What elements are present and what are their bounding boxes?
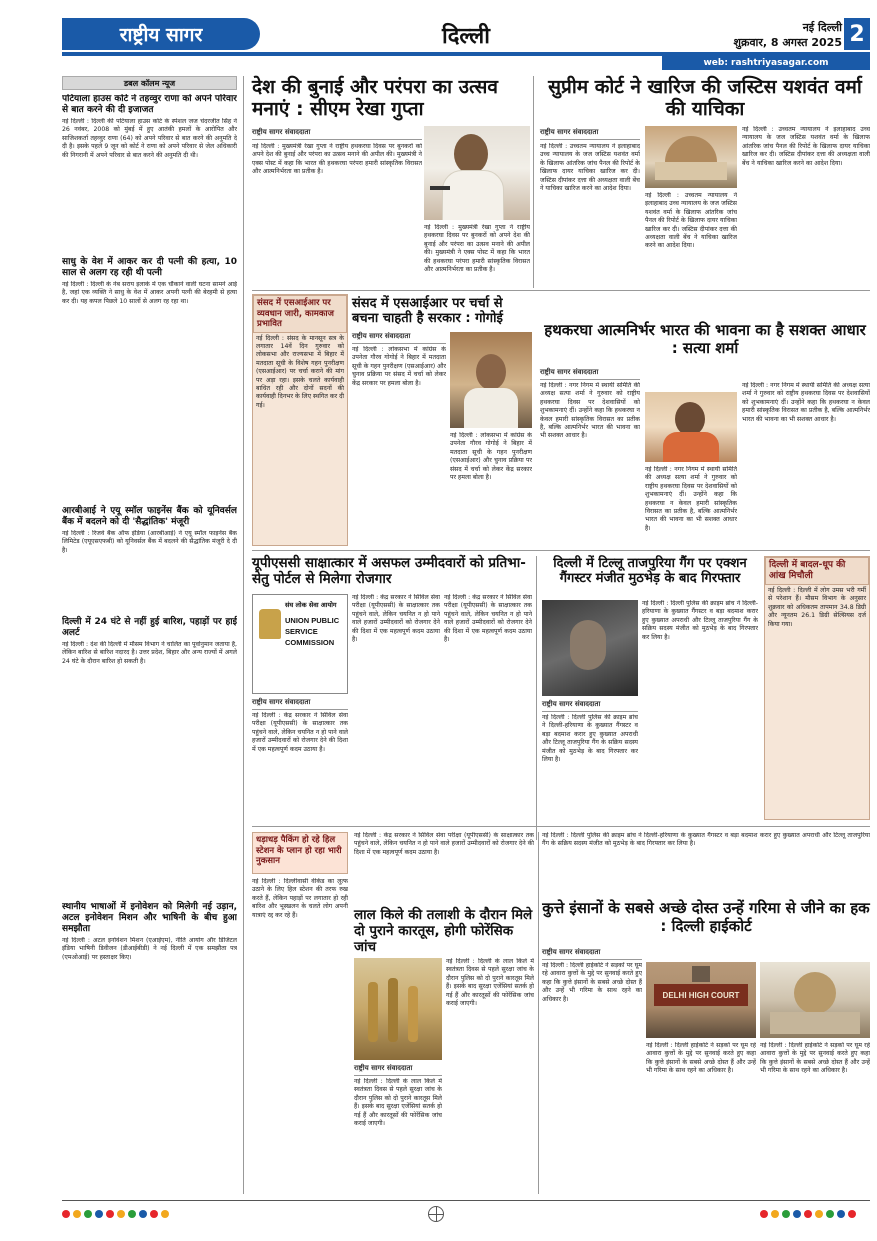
court-building-photo (760, 962, 870, 1038)
footer-rule (62, 1200, 870, 1201)
story-body: नई दिल्ली : दिल्ली के नेब सराय इलाके में एक चौंकाने वाली घटना सामने आई है, जहां एक व्यक्ति ने साधु के वेश में आकर अपनी पत्नी की बेरहमी से हत्या कर दी। यह कपल पिछले 10 सालों से अलग रह रहा था। (62, 281, 237, 305)
color-dot (782, 1210, 790, 1218)
story-body-continued: नई दिल्ली : दिल्ली के लाल किले में स्वतंत्रता दिवस से पहले सुरक्षा जांच के दौरान पुलिस को दो पुराने कारतूस मिले हैं। इसके बाद सुरक्षा एजेंसियां सतर्क हो गई हैं और कारतूसों की फोरेंसिक जांच कराई जाएगी। (446, 958, 534, 1008)
story-credit: राष्ट्रीय सागर संवाददाता (540, 128, 640, 140)
story-body-continued: नई दिल्ली : दिल्ली हाईकोर्ट ने सड़कों पर घूम रहे आवारा कुत्तों के मुद्दे पर सुनवाई करते हुए कहा कि कुत्ते इंसानों के सबसे अच्छे दोस्त हैं और उन्हें भी गरिमा के साथ रहने का अधिकार है। (760, 1042, 870, 1075)
edition-info (702, 20, 842, 50)
gogoi-photo (450, 332, 532, 428)
satya-photo (645, 392, 737, 462)
story-headline[interactable]: धड़ाधड़ पैकिंग हो रहे हिल स्टेशन के प्लान हो रहा भारी नुकसान (252, 832, 348, 874)
color-dot (95, 1210, 103, 1218)
story-credit: राष्ट्रीय सागर संवाददाता (252, 698, 348, 710)
story-body-continued: नई दिल्ली : उच्चतम न्यायालय ने इलाहाबाद उच्च न्यायालय के जज जस्टिस यशवंत वर्मा के खिलाफ आंतरिक जांच पैनल की रिपोर्ट के खिलाफ दायर याचिका खारिज कर दी। जस्टिस दीपांकर दत्ता की अध्यक्षता वाली बेंच ने याचिका खारिज करने का आदेश दिया। (742, 126, 870, 167)
color-dot (73, 1210, 81, 1218)
high-court-photo (646, 962, 756, 1038)
story-body-continued: नई दिल्ली : मुख्यमंत्री रेखा गुप्ता ने राष्ट्रीय हथकरघा दिवस पर बुनकरों को अपने देश की बुनाई और परंपरा का उत्सव मनाने की अपील की। मुख्यमंत्री ने एक्स पोस्ट में कहा कि भारत की हथकरघा परंपरा हमारी सांस्कृतिक विरासत और आत्मनिर्भरता का प्रतीक है। (424, 224, 530, 274)
story-headline[interactable]: कुत्ते इंसानों के सबसे अच्छे दोस्त उन्हें गरिमा से जीने का हक : दिल्ली हाईकोर्ट (542, 899, 870, 935)
supreme-court-photo (645, 126, 737, 188)
color-dot (62, 1210, 70, 1218)
section-divider (252, 290, 870, 291)
story-body: नई दिल्ली : दिल्ली हाईकोर्ट ने सड़कों पर घूम रहे आवारा कुत्तों के मुद्दे पर सुनवाई करते हुए कहा कि कुत्ते इंसानों के सबसे अच्छे दोस्त हैं और उन्हें भी गरिमा के साथ रहने का अधिकार है। (542, 962, 642, 1003)
story-headline[interactable]: दिल्ली में 24 घंटे से नहीं हुई बारिश, पहाड़ों पर हाई अलर्ट (62, 617, 237, 638)
color-dot (760, 1210, 768, 1218)
edition-city-right: नई दिल्ली (802, 21, 842, 34)
story-headline[interactable]: आरबीआई ने एयू स्मॉल फाइनेंस बैंक को यूनिवर्सल बैंक में बदलने को दी 'सैद्धांतिक' मंजूरी (62, 506, 237, 527)
footer-dots-right (760, 1210, 856, 1218)
section-title: डबल कॉलम न्यूज (62, 76, 237, 90)
story-body: नई दिल्ली : दिल्ली के लाल किले में स्वतंत्रता दिवस से पहले सुरक्षा जांच के दौरान पुलिस को दो पुराने कारतूस मिले हैं। इसके बाद सुरक्षा एजेंसियां सतर्क हो गई हैं और कारतूसों की फोरेंसिक जांच कराई जाएगी। (354, 1078, 442, 1128)
story-headline[interactable]: पटियाला हाउस कोर्ट ने तहव्वुर राणा को अपने परिवार से बात करने की दी इजाजत (62, 94, 237, 115)
story-body: नई दिल्ली : मुख्यमंत्री रेखा गुप्ता ने राष्ट्रीय हथकरघा दिवस पर बुनकरों को अपने देश की बुनाई और परंपरा का उत्सव मनाने की अपील की। मुख्यमंत्री ने एक्स पोस्ट में कहा कि भारत की हथकरघा परंपरा हमारी सांस्कृतिक विरासत और आत्मनिर्भरता का प्रतीक है। (252, 143, 422, 176)
registration-mark-icon (428, 1206, 444, 1222)
story-body: नई दिल्ली : दिल्लीवासी वीकेंड का लुत्फ उठाने के लिए हिल स्टेशन की तरफ रुख करते हैं, लेकिन पहाड़ों पर लगातार हो रही बारिश और भूस्खलन के चलते लोग अपनी यात्राएं रद्द कर रहे हैं। (252, 878, 348, 919)
color-dot (106, 1210, 114, 1218)
arrest-photo (542, 600, 638, 696)
story-credit: राष्ट्रीय सागर संवाददाता (352, 332, 446, 344)
column-divider (533, 76, 534, 288)
column-divider (536, 556, 537, 840)
story-body: नई दिल्ली : अटल इनोवेशन मिशन (एआईएम), नीति आयोग और डिजिटल इंडिया भाषिनी डिवीजन (डीआईबीडी) ने नई दिल्ली में एक समझौता पत्र (एमओआई) पर हस्ताक्षर किए। (62, 937, 237, 961)
sir-box (252, 294, 348, 546)
emblem-icon (692, 966, 710, 982)
story-headline[interactable]: हथकरघा आत्मनिर्भर भारत की भावना का है सशक्त आधार : सत्या शर्मा (544, 321, 866, 357)
story-body: नई दिल्ली : लोकसभा में कांग्रेस के उपनेता गौरव गोगोई ने बिहार में मतदाता सूची के गहन पुनरीक्षण (एसआईआर) और चुनाव प्रक्रिया पर संसद में चर्चा को लेकर केंद्र सरकार पर हमला बोला है। (352, 346, 446, 387)
color-dot (837, 1210, 845, 1218)
upsc-logo-english: UNION PUBLIC SERVICE COMMISSION (285, 616, 340, 647)
story-body: नई दिल्ली : नगर निगम में स्थायी समिति की अध्यक्ष सत्या शर्मा ने गुरुवार को राष्ट्रीय हथकरघा दिवस पर देशवासियों को शुभकामनाएं दीं। उन्होंने कहा कि हथकरघा न केवल हमारी सांस्कृतिक विरासत का प्रतीक है, बल्कि आत्मनिर्भर भारत की भावना का भी सशक्त आधार है। (540, 382, 640, 440)
edition-date: शुक्रवार, 8 अगस्त 2025 (733, 36, 842, 49)
color-dot (84, 1210, 92, 1218)
column-divider (243, 76, 244, 1194)
story-headline[interactable]: साधु के वेश में आकर कर दी पत्नी की हत्या, 10 साल से अलग रह रही थी पत्नी (62, 257, 237, 278)
footer-dots-left (62, 1210, 169, 1218)
story-body: नई दिल्ली : दिल्ली की पटियाला हाउस कोर्ट के स्पेशल जज चंदरजीत सिंह ने 26 नवंबर, 2008 को मुंबई में हुए आतंकी हमलों के आरोपित और साजिशकर्ता तहव्वुर राणा (64) को अपने परिवार से बात करने की अनुमति दे दी है। इसके पहले 9 जून को कोर्ट ने राणा को अपने परिवार से जेल अधिकारी की निगरानी में अपने परिवार से बात करने की अनुमति दी थी। (62, 118, 237, 159)
page-number: 2 (844, 18, 870, 50)
color-dot (117, 1210, 125, 1218)
color-dot (150, 1210, 158, 1218)
story-body-continued: नई दिल्ली : उच्चतम न्यायालय ने इलाहाबाद उच्च न्यायालय के जज जस्टिस यशवंत वर्मा के खिलाफ आंतरिक जांच पैनल की रिपोर्ट के खिलाफ दायर याचिका खारिज कर दी। जस्टिस दीपांकर दत्ता की अध्यक्षता वाली बेंच ने याचिका खारिज करने का आदेश दिया। (645, 192, 737, 250)
masthead (62, 18, 870, 70)
story-body: नई दिल्ली : केंद्र सरकार ने सिविल सेवा परीक्षा (यूपीएससी) के साक्षात्कार तक पहुंचने वाले, लेकिन चयनित न हो पाने वाले हजारों उम्मीदवारों को रोजगार देने की दिशा में एक महत्वपूर्ण कदम उठाया है। (252, 712, 348, 753)
story-body: नई दिल्ली : दिल्ली पुलिस की क्राइम ब्रांच ने दिल्ली-हरियाणा के कुख्यात गैंगस्टर व बड़ा बदमाश करार हुए कुख्यात अपराधी और टिल्लू ताजपुरिया गैंग के सक्रिय सदस्य मंजीत को मुठभेड़ के बाद गिरफ्तार कर लिया है। (542, 714, 638, 764)
upsc-logo-hindi: संघ लोक सेवा आयोग (285, 601, 337, 609)
cm-photo (424, 126, 530, 220)
color-dot (804, 1210, 812, 1218)
section-divider (252, 550, 870, 551)
left-column (62, 94, 237, 1199)
color-dot (771, 1210, 779, 1218)
story-body-continued: नई दिल्ली : लोकसभा में कांग्रेस के उपनेता गौरव गोगोई ने बिहार में मतदाता सूची के गहन पुनरीक्षण (एसआईआर) और चुनाव प्रक्रिया पर संसद में चर्चा को लेकर केंद्र सरकार पर हमला बोला है। (450, 432, 532, 482)
color-dot (161, 1210, 169, 1218)
story-headline[interactable]: लाल किले की तलाशी के दौरान मिले दो पुराने कारतूस, होगी फोरेंसिक जांच (354, 907, 533, 955)
story-headline[interactable]: संसद में एसआईआर पर चर्चा से बचना चाहती है सरकार : गोगोई (352, 296, 503, 327)
story-body: नई दिल्ली : उच्चतम न्यायालय ने इलाहाबाद उच्च न्यायालय के जज जस्टिस यशवंत वर्मा के खिलाफ आंतरिक जांच पैनल की रिपोर्ट के खिलाफ दायर याचिका खारिज कर दी। जस्टिस दीपांकर दत्ता की अध्यक्षता वाली बेंच ने याचिका खारिज करने का आदेश दिया। (540, 143, 640, 193)
edition-city: दिल्ली (442, 24, 490, 49)
story-headline[interactable]: सुप्रीम कोर्ट ने खारिज की जस्टिस यशवंत वर्मा की याचिका (548, 76, 862, 121)
story-body-continued: नई दिल्ली : केंद्र सरकार ने सिविल सेवा परीक्षा (यूपीएससी) के साक्षात्कार तक पहुंचने वाले, लेकिन चयनित न हो पाने वाले हजारों उम्मीदवारों को रोजगार देने की दिशा में एक महत्वपूर्ण कदम उठाया है। (444, 594, 532, 644)
story-body-continued: नई दिल्ली : नगर निगम में स्थायी समिति की अध्यक्ष सत्या शर्मा ने गुरुवार को राष्ट्रीय हथकरघा दिवस पर देशवासियों को शुभकामनाएं दीं। उन्होंने कहा कि हथकरघा न केवल हमारी सांस्कृतिक विरासत का प्रतीक है, बल्कि आत्मनिर्भर भारत की भावना का भी सशक्त आधार है। (742, 382, 870, 423)
color-dot (139, 1210, 147, 1218)
box-body: नई दिल्ली : संसद के मानसून सत्र के लगातार 14वें दिन गुरुवार को लोकसभा और राज्यसभा में बिहार में मतदाता सूची के विशेष गहन पुनरीक्षण (एसआईआर) पर चर्चा कराने की मांग पर अड़ा रहा। इसके चलते कार्यवाही बाधित रही और दोनों सदनों की कार्यवाही दिनभर के लिए स्थगित कर दी गई। (256, 334, 344, 409)
color-dot (826, 1210, 834, 1218)
weather-box (764, 556, 870, 820)
color-dot (128, 1210, 136, 1218)
upsc-body-continued: नई दिल्ली : केंद्र सरकार ने सिविल सेवा परीक्षा (यूपीएससी) के साक्षात्कार तक पहुंचने वाले, लेकिन चयनित न हो पाने वाले हजारों उम्मीदवारों को रोजगार देने की दिशा में एक महत्वपूर्ण कदम उठाया है। (354, 832, 534, 856)
story-headline[interactable]: यूपीएससी साक्षात्कार में असफल उम्मीदवारों को प्रतिभा-सेतु पोर्टल से मिलेगा रोजगार (252, 555, 526, 587)
box-headline[interactable]: संसद में एसआईआर पर व्यवधान जारी, कामकाज प्रभावित (253, 295, 347, 333)
story-body: नई दिल्ली : रिजर्व बैंक ऑफ इंडिया (आरबीआई) ने एयू स्मॉल फाइनेंस बैंक लिमिटेड (एयूएसएफबी) को यूनिवर्सल बैंक में बदलने की सैद्धांतिक मंजूरी दे दी है। (62, 530, 237, 554)
story-headline[interactable]: देश की बुनाई और परंपरा का उत्सव मनाएं : सीएम रेखा गुप्ता (252, 76, 498, 121)
section-divider (252, 826, 870, 827)
newspaper-brand: राष्ट्रीय सागर (62, 18, 260, 50)
story-body-continued: नई दिल्ली : दिल्ली पुलिस की क्राइम ब्रांच ने दिल्ली-हरियाणा के कुख्यात गैंगस्टर व बड़ा बदमाश करार हुए कुख्यात अपराधी और टिल्लू ताजपुरिया गैंग के सक्रिय सदस्य मंजीत को मुठभेड़ के बाद गिरफ्तार कर लिया है। (642, 600, 758, 641)
box-body: नई दिल्ली : दिल्ली में लोग उमस भरी गर्मी से परेशान हैं। मौसम विभाग के अनुसार शुक्रवार को अधिकतम तापमान 34.8 डिग्री और न्यूनतम 26.1 डिग्री सेल्सियस दर्ज किया गया। (768, 587, 866, 628)
story-body-continued: नई दिल्ली : केंद्र सरकार ने सिविल सेवा परीक्षा (यूपीएससी) के साक्षात्कार तक पहुंचने वाले, लेकिन चयनित न हो पाने वाले हजारों उम्मीदवारों को रोजगार देने की दिशा में एक महत्वपूर्ण कदम उठाया है। (352, 594, 440, 644)
story-body-continued: नई दिल्ली : दिल्ली हाईकोर्ट ने सड़कों पर घूम रहे आवारा कुत्तों के मुद्दे पर सुनवाई करते हुए कहा कि कुत्ते इंसानों के सबसे अच्छे दोस्त हैं और उन्हें भी गरिमा के साथ रहने का अधिकार है। (646, 1042, 756, 1075)
website-link[interactable]: web: rashtriyasagar.com (662, 56, 870, 70)
gang-body-continued: नई दिल्ली : दिल्ली पुलिस की क्राइम ब्रांच ने दिल्ली-हरियाणा के कुख्यात गैंगस्टर व बड़ा बदमाश करार हुए कुख्यात अपराधी और टिल्लू ताजपुरिया गैंग के सक्रिय सदस्य मंजीत को मुठभेड़ के बाद गिरफ्तार कर लिया है। (542, 832, 870, 848)
story-credit: राष्ट्रीय सागर संवाददाता (354, 1064, 442, 1076)
story-headline[interactable]: स्थानीय भाषाओं में इनोवेशन को मिलेगी नई उड़ान, अटल इनोवेशन मिशन और भाषिनी के बीच हुआ समझौता (62, 902, 237, 934)
box-headline[interactable]: दिल्ली में बादल-धूप की आंख मिचौली (765, 557, 869, 585)
story-body-continued: नई दिल्ली : नगर निगम में स्थायी समिति की अध्यक्ष सत्या शर्मा ने गुरुवार को राष्ट्रीय हथकरघा दिवस पर देशवासियों को शुभकामनाएं दीं। उन्होंने कहा कि हथकरघा न केवल हमारी सांस्कृतिक विरासत का प्रतीक है, बल्कि आत्मनिर्भर भारत की भावना का भी सशक्त आधार है। (645, 466, 737, 532)
upsc-logo (252, 594, 348, 694)
color-dot (848, 1210, 856, 1218)
story-credit: राष्ट्रीय सागर संवाददाता (252, 128, 422, 140)
story-credit: राष्ट्रीय सागर संवाददाता (542, 700, 638, 712)
color-dot (815, 1210, 823, 1218)
story-body: नई दिल्ली : देश की दिल्ली में मौसम विभाग ने चालित का पूर्वानुमान जताया है, लेकिन बारिश से बारिश नदारद है। उत्तर प्रदेश, बिहार और अन्य राज्यों में अगले 24 घंटे के दौरान बारिश हो सकती है। (62, 641, 237, 665)
color-dot (793, 1210, 801, 1218)
high-court-sign: DELHI HIGH COURT (654, 984, 748, 1006)
cartridges-photo (354, 958, 442, 1060)
story-headline[interactable]: दिल्ली में टिल्लू ताजपुरिया गैंग पर एक्शन गैंगस्टर मंजीत मुठभेड़ के बाद गिरफ्तार (553, 556, 747, 587)
story-credit: राष्ट्रीय सागर संवाददाता (540, 368, 640, 380)
column-divider (538, 832, 539, 1194)
emblem-icon (259, 609, 281, 639)
story-credit: राष्ट्रीय सागर संवाददाता (542, 948, 642, 960)
